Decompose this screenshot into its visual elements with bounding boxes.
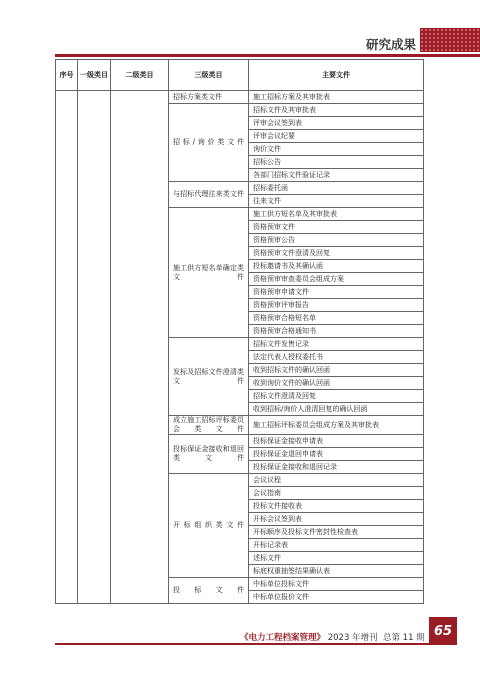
footer-rule [55, 643, 430, 645]
level3-category: 施工供方短名单确定类文件 [169, 208, 249, 338]
main-file: 会议议程 [249, 474, 424, 487]
level3-category: 成立施工招标评标委员会类文件 [169, 416, 249, 435]
level3-category: 开标组织类文件 [169, 474, 249, 578]
level3-category: 与招标代理往来类文件 [169, 182, 249, 208]
main-file: 中标单位报价文件 [249, 591, 424, 604]
main-file: 投标保证金接收和退回记录 [249, 461, 424, 474]
main-file: 标底权重抽签结果确认表 [249, 565, 424, 578]
total-issue: 总第 11 期 [382, 633, 425, 643]
header-rule [55, 54, 480, 57]
main-file: 资格预审文件澄清及回复 [249, 247, 424, 260]
main-file: 开标顺序及投标文件密封性检查表 [249, 526, 424, 539]
level3-category: 招标方案类文件 [169, 91, 249, 104]
main-file: 中标单位投标文件 [249, 578, 424, 591]
table-header-row [56, 60, 424, 91]
page-number: 65 [429, 617, 457, 645]
main-file: 各部门招标文件验证记录 [249, 169, 424, 182]
main-file: 收到询价文件的确认回函 [249, 377, 424, 390]
section-title: 研究成果 [366, 37, 417, 52]
main-file: 施工供方短名单及其审批表 [249, 208, 424, 221]
level1-cell [78, 91, 111, 604]
footer-citation [240, 631, 425, 643]
table-row [56, 91, 424, 104]
col-header-files: 主要文件 [249, 60, 424, 91]
col-header-level2: 二级类目 [111, 60, 169, 91]
main-file: 投标保证金退回申请表 [249, 448, 424, 461]
main-file: 资格预审文件 [249, 221, 424, 234]
main-file: 评审会议纪要 [249, 130, 424, 143]
main-file: 投标保证金接收申请表 [249, 435, 424, 448]
level3-category: 投标文件 [169, 578, 249, 604]
main-file: 资格预审合格通知书 [249, 325, 424, 338]
main-file: 资格预审申请文件 [249, 286, 424, 299]
level2-cell [111, 91, 169, 604]
main-file: 收到招标/询价人澄清回复的确认回函 [249, 403, 424, 416]
main-file: 施工招标方案及其审批表 [249, 91, 424, 104]
main-file: 评审会议签到表 [249, 117, 424, 130]
main-file: 资格预审合格短名单 [249, 312, 424, 325]
level3-category: 招标/询价类文件 [169, 104, 249, 182]
issue-label: 2023 年增刊 [327, 633, 378, 643]
main-file: 资格预审审查委员会组成方案 [249, 273, 424, 286]
main-file: 招标文件发售记录 [249, 338, 424, 351]
main-file: 收到招标文件的确认回函 [249, 364, 424, 377]
main-file: 开标记录表 [249, 539, 424, 552]
col-header-level1: 一级类目 [78, 60, 111, 91]
archive-classification-table [55, 59, 424, 604]
main-file: 资格预审公告 [249, 234, 424, 247]
main-file: 招标委托函 [249, 182, 424, 195]
col-header-level3: 三级类目 [169, 60, 249, 91]
main-file: 往来文件 [249, 195, 424, 208]
table-body [56, 91, 424, 604]
main-file: 招标文件澄清及回复 [249, 390, 424, 403]
main-file: 招标文件及其审批表 [249, 104, 424, 117]
main-file: 投标文件接收表 [249, 500, 424, 513]
main-file: 施工招标评标委员会组成方案及其审批表 [249, 416, 424, 435]
main-file: 开标会议签到表 [249, 513, 424, 526]
level3-category: 投标保证金接收和退回类文件 [169, 435, 249, 474]
main-file: 询价文件 [249, 143, 424, 156]
main-file: 会议指南 [249, 487, 424, 500]
serial-cell [56, 91, 78, 604]
header-pattern [420, 28, 480, 52]
main-file: 法定代表人授权委托书 [249, 351, 424, 364]
main-file: 资格预审评审报告 [249, 299, 424, 312]
col-header-serial: 序号 [56, 60, 78, 91]
main-file: 述标文件 [249, 552, 424, 565]
level3-category: 发标及招标文件澄清类文件 [169, 338, 249, 416]
magazine-name: 《电力工程档案管理》 [240, 633, 326, 643]
main-file: 投标邀请书及其确认函 [249, 260, 424, 273]
main-file: 招标公告 [249, 156, 424, 169]
